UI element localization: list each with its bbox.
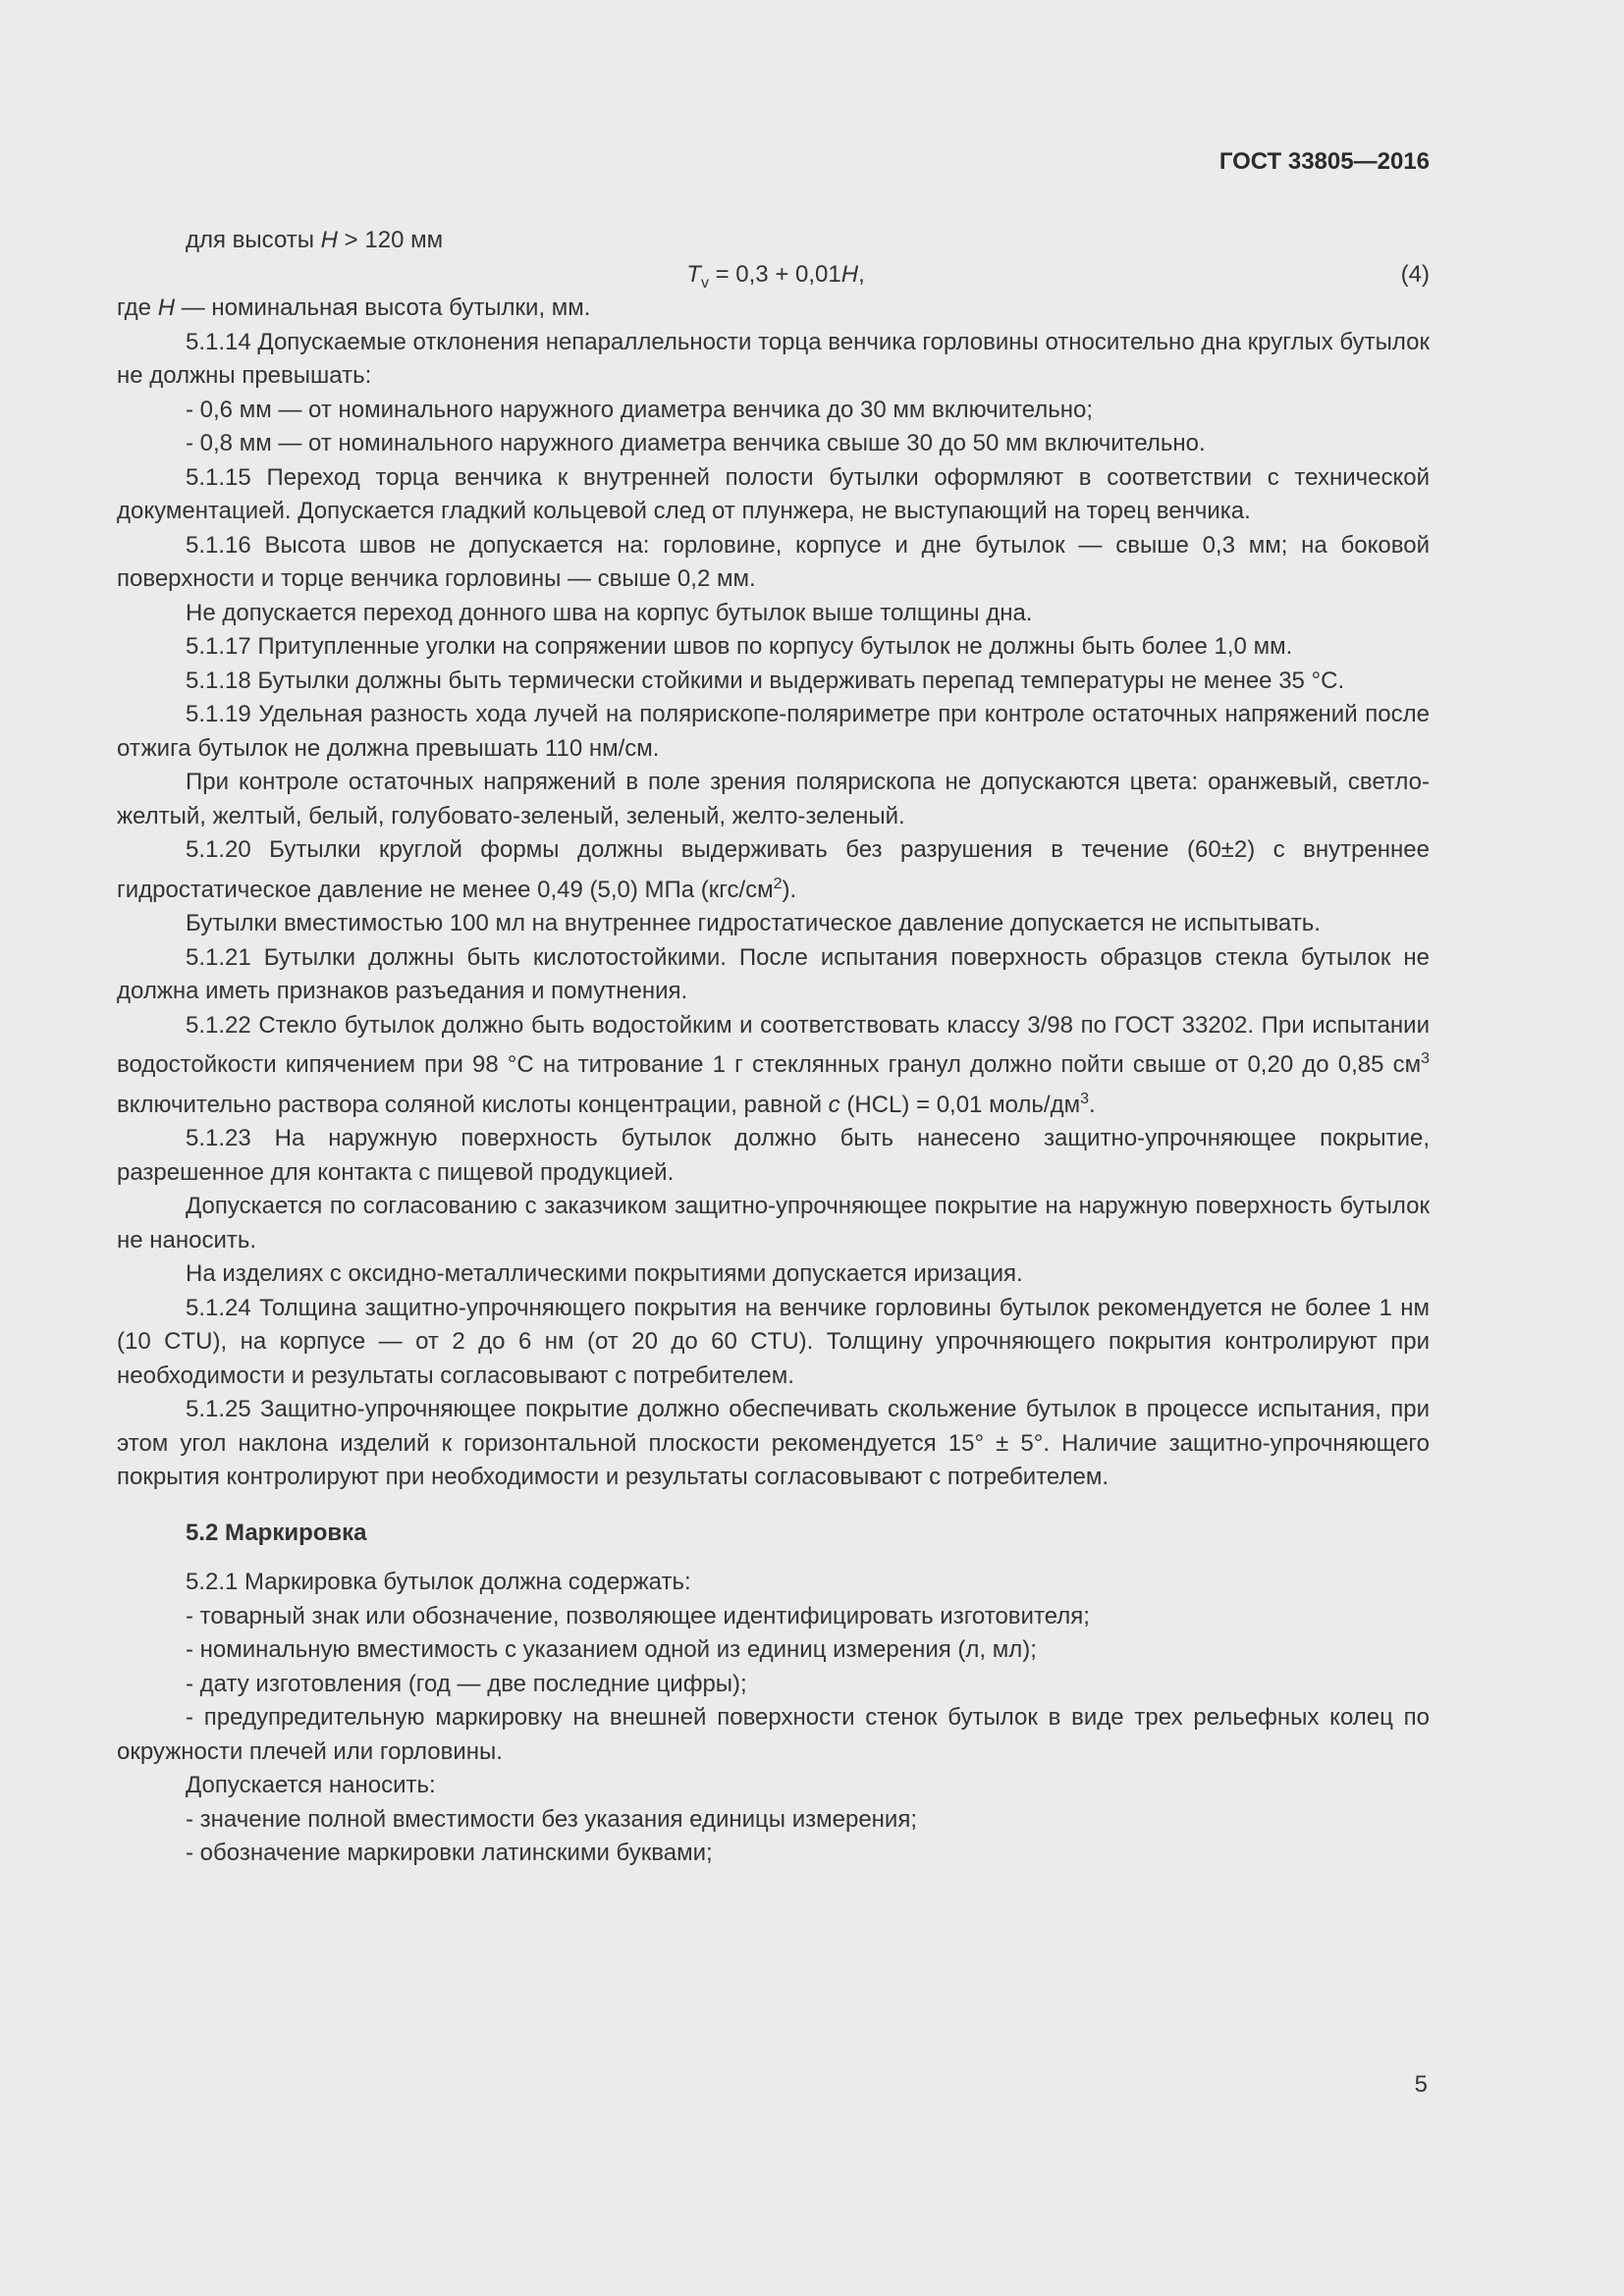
document-header: ГОСТ 33805—2016	[1218, 148, 1430, 175]
list-item: - обозначение маркировки латинскими буквами;	[186, 1840, 713, 1866]
formula-where: где H — номинальная высота бутылки, мм.	[117, 294, 591, 321]
para-5-1-16: 5.1.16 Высота швов не допускается на: горловине, корпусе и дне бутылок — свыше 0,3 мм; на боковой поверхности и торце венчика горловины — свыше 0,2 мм.	[117, 531, 1430, 592]
list-item: - 0,6 мм — от номинального наружного диаметра венчика до 30 мм включительно;	[186, 396, 1094, 423]
para-5-1-20: 5.1.20 Бутылки круглой формы должны выдерживать без разрушения в течение (60±2) с внутреннее гидростатическое давление не менее 0,49 (5,0) МПа $(кгс/см^2)$.	[117, 836, 1430, 903]
para-5-1-14: 5.1.14 Допускаемые отклонения непараллельности торца венчика горловины относительно дна круглых бутылок не должны превышать:	[117, 328, 1430, 389]
list-item: - значение полной вместимости без указания единицы измерения;	[186, 1805, 917, 1833]
list-item: - 0,8 мм — от номинального наружного диаметра венчика свыше 30 до 50 мм включительно.	[186, 430, 1206, 456]
para-allowed: Допускается наносить:	[186, 1772, 436, 1798]
formula-lead: для высоты H > 120 мм	[186, 227, 444, 253]
para-5-1-19: 5.1.19 Удельная разность хода лучей на полярископе-поляриметре при контроле остаточных напряжений после отжига бутылок не должна превышать 110 нм/см.	[117, 701, 1430, 762]
para-5-1-17: 5.1.17 Притупленные уголки на сопряжении швов по корпусу бутылок не должны быть более 1,0 мм.	[186, 633, 1293, 660]
para-5-1-24: 5.1.24 Толщина защитно-упрочняющего покрытия на венчике горловины бутылок рекомендуется не более 1 нм (10 CTU), на корпусе — от 2 до 6 нм (от 20 до 60 CTU). Толщину упрочняющего покрытия контролируют при необходимости и результаты согласовывают с потребителем.	[117, 1294, 1430, 1389]
list-item: - номинальную вместимость с указанием одной из единиц измерения (л, мл);	[186, 1636, 1037, 1663]
para-5-1-15: 5.1.15 Переход торца венчика к внутренней полости бутылки оформляют в соответствии с технической документацией. Допускается гладкий кольцевой след от плунжера, не выступающий на торец венчика.	[117, 463, 1430, 524]
para-5-1-20-b: Бутылки вместимостью 100 мл на внутреннее гидростатическое давление допускается не испытывать.	[186, 910, 1321, 936]
list-item: - предупредительную маркировку на внешней поверхности стенок бутылок в виде трех рельефных колец по окружности плечей или горловины.	[117, 1704, 1430, 1765]
document-body	[117, 224, 1430, 1871]
para-5-2-1: 5.2.1 Маркировка бутылок должна содержать:	[186, 1569, 691, 1595]
list-item: - товарный знак или обозначение, позволяющее идентифицировать изготовителя;	[186, 1602, 1090, 1629]
formula-number: (4)	[1400, 260, 1430, 288]
para-5-1-25: 5.1.25 Защитно-упрочняющее покрытие должно обеспечивать скольжение бутылок в процессе испытания, при этом угол наклона изделий к горизонтальной плоскости рекомендуется 15° ± 5°. Наличие защитно-упрочняющего покрытия контролируют при необходимости и результаты согласовывают с потребителем.	[117, 1396, 1430, 1490]
formula-expression: $T_v = 0,3 + 0,01H$,	[686, 260, 865, 292]
para-5-1-21: 5.1.21 Бутылки должны быть кислотостойкими. После испытания поверхность образцов стекла бутылок не должна иметь признаков разъедания и помутнения.	[117, 943, 1430, 1004]
para-5-1-23: 5.1.23 На наружную поверхность бутылок должно быть нанесено защитно-упрочняющее покрытие, разрешенное для контакта с пищевой продукцией.	[117, 1125, 1430, 1186]
para-5-1-16-b: Не допускается переход донного шва на корпус бутылок выше толщины дна.	[186, 599, 1033, 626]
para-5-1-23-c: На изделиях с оксидно-металлическими покрытиями допускается иризация.	[186, 1260, 1023, 1287]
page-number: 5	[1414, 2071, 1428, 2098]
section-heading-5-2: 5.2 Маркировка	[186, 1519, 367, 1546]
formula-4	[117, 258, 1430, 293]
para-5-1-18: 5.1.18 Бутылки должны быть термически стойкими и выдерживать перепад температуры не менее 35 °С.	[186, 667, 1345, 694]
para-5-1-19-b: При контроле остаточных напряжений в поле зрения полярископа не допускаются цвета: оранжевый, светло-желтый, желтый, белый, голубовато-зеленый, зеленый, желто-зеленый.	[117, 769, 1430, 829]
para-5-1-22: 5.1.22 Стекло бутылок должно быть водостойким и соответствовать классу 3/98 по ГОСТ 33202. При испытании водостойкости кипячением при 98 °С на титрование 1 г стеклянных гранул должно пойти свыше от 0,20 до 0,85 $см^3$ включительно раствора соляной кислоты концентрации, равной c (HCL) = 0,01 моль/$дм^3$.	[117, 1011, 1430, 1118]
para-5-1-23-b: Допускается по согласованию с заказчиком защитно-упрочняющее покрытие на наружную поверхность бутылок не наносить.	[117, 1193, 1430, 1254]
list-item: - дату изготовления (год — две последние цифры);	[186, 1670, 747, 1697]
